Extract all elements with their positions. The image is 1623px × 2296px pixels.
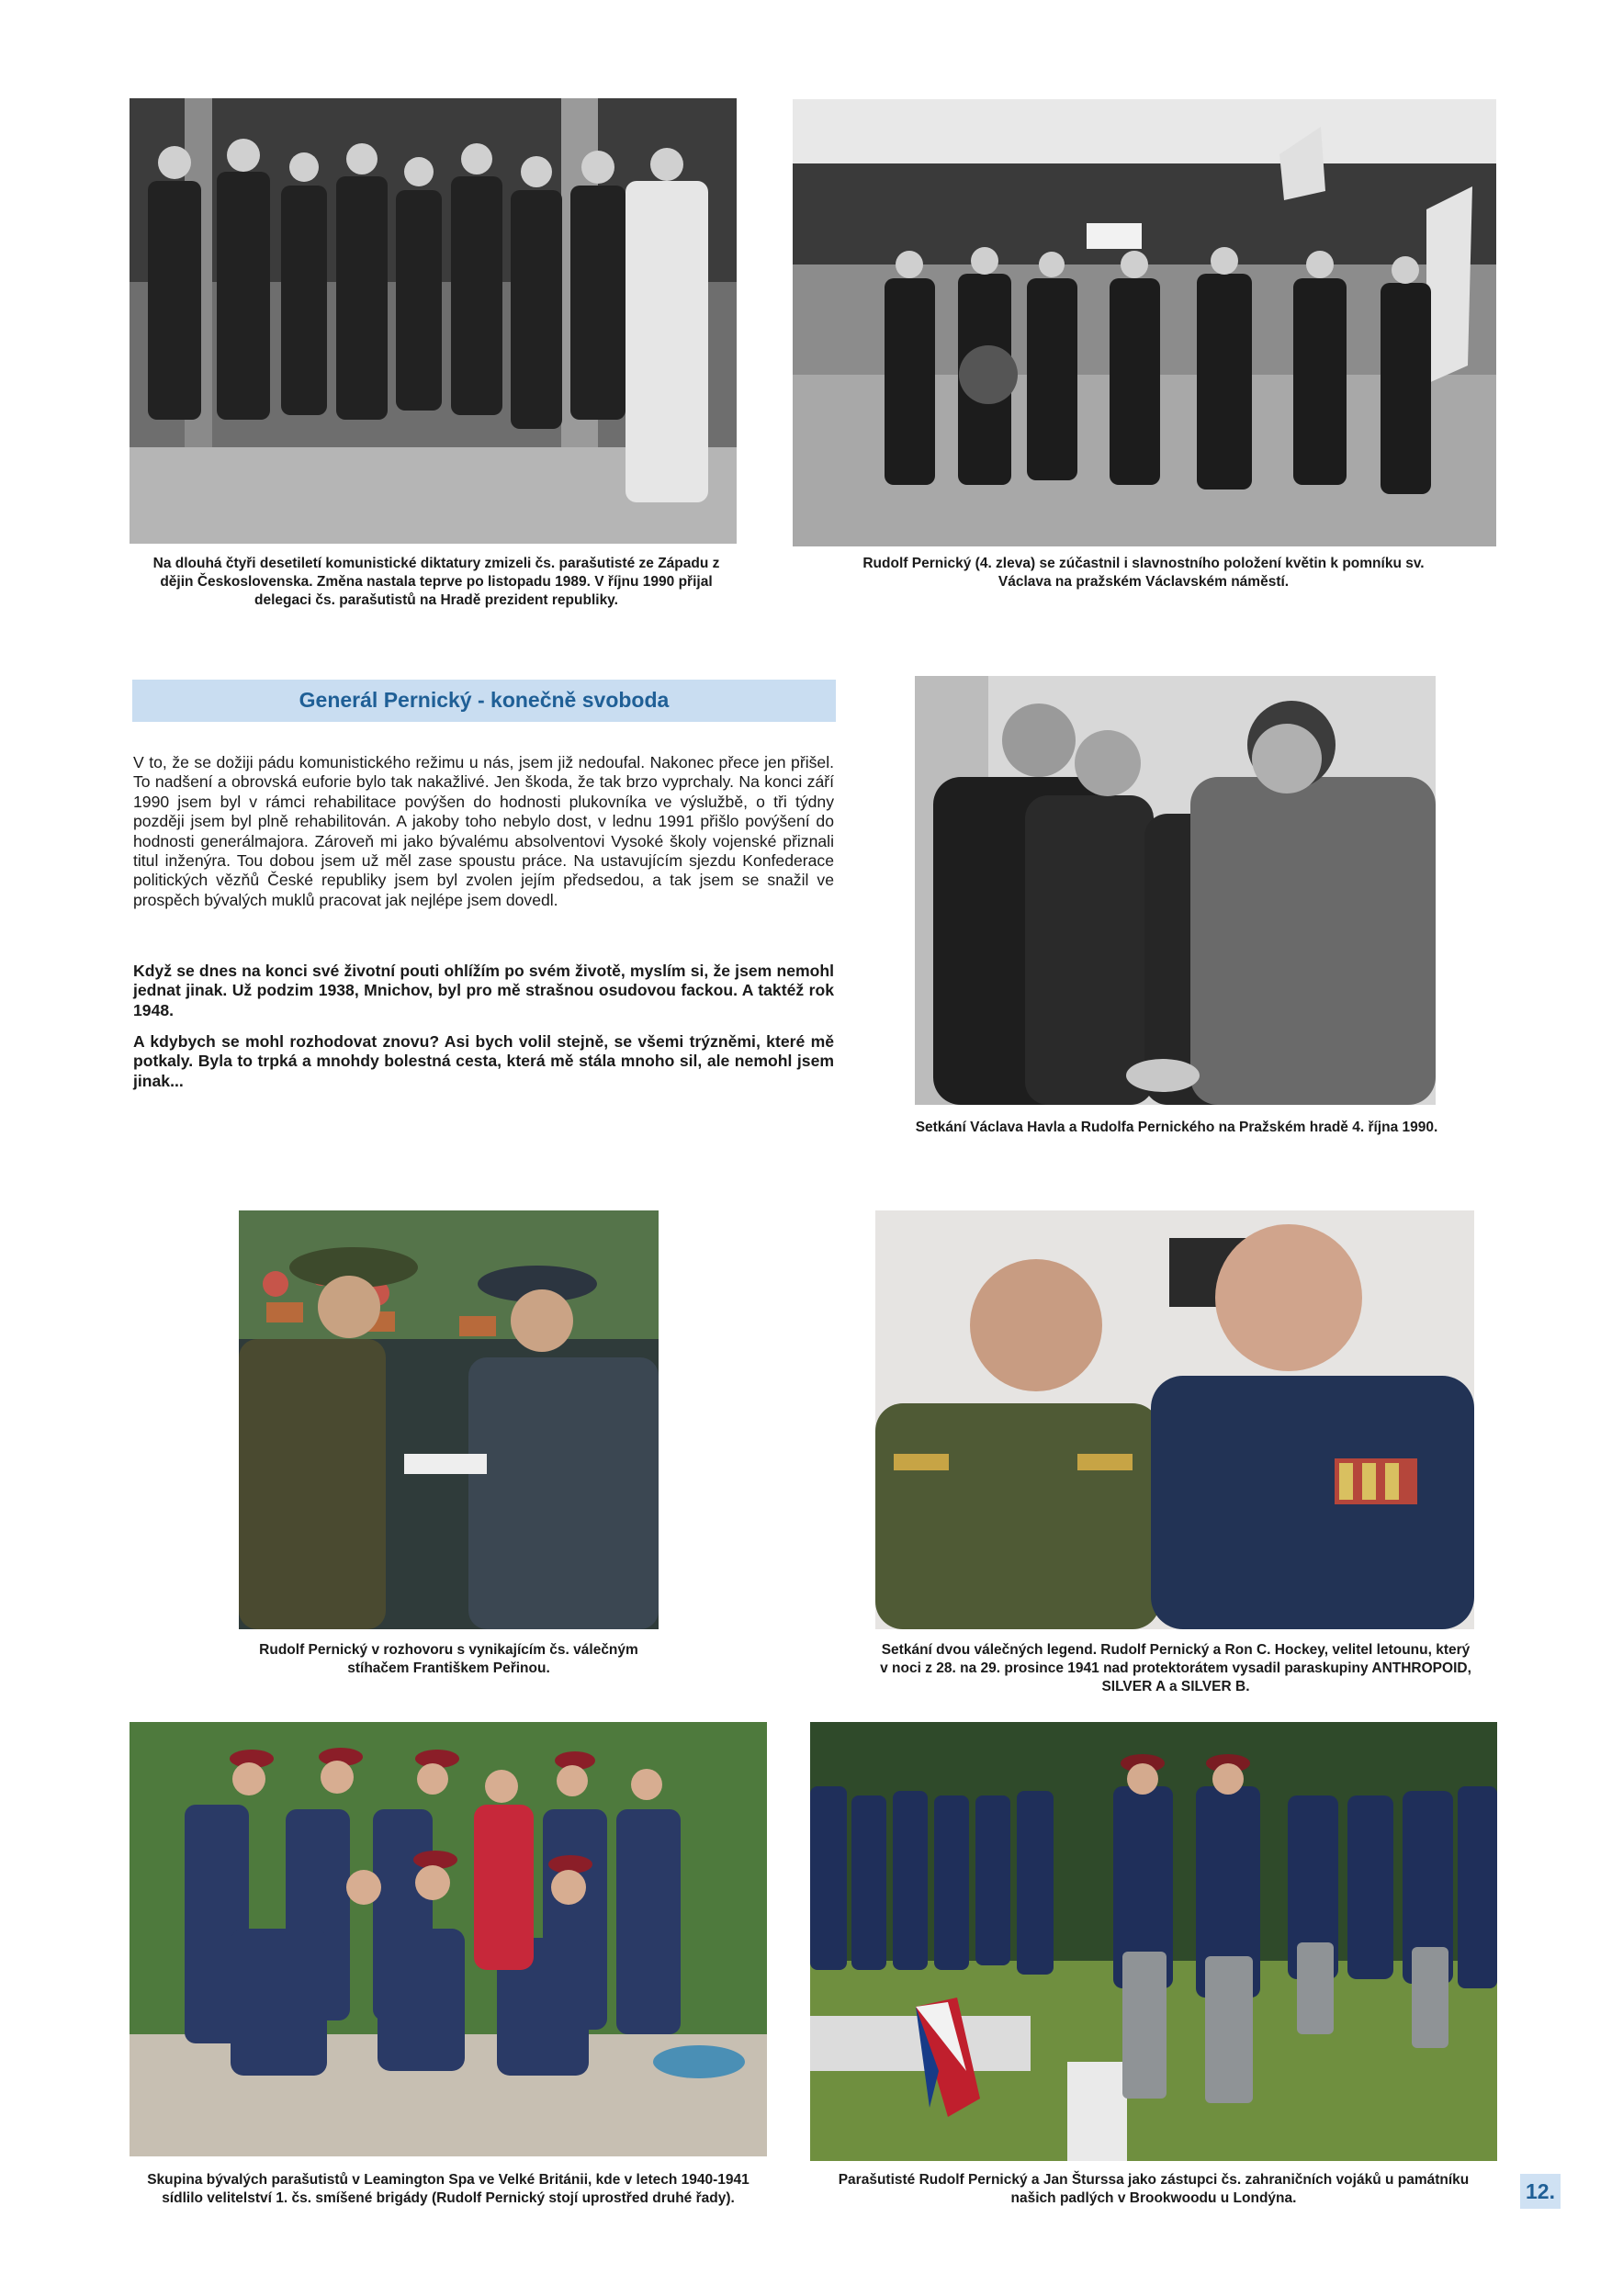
article-heading-bar bbox=[132, 680, 836, 722]
photo-leamington-group bbox=[130, 1722, 767, 2156]
article-heading: Generál Pernický - konečně svoboda bbox=[299, 688, 670, 712]
photo-delegation-at-castle bbox=[130, 98, 737, 544]
page-number: 12. bbox=[1520, 2174, 1561, 2209]
photo-4-caption: Rudolf Pernický v rozhovoru s vynikajícím čs. válečným stíhačem Františkem Peřinou. bbox=[259, 1642, 638, 1676]
photo-5-caption: Setkání dvou válečných legend. Rudolf Pernický a Ron C. Hockey, velitel letounu, který v noci z 28. na 29. prosince 1941 nad protektorátem vysadil paraskupiny ANTHROPOID, SILVER A a SILVER B. bbox=[880, 1642, 1471, 1694]
photo-wreath-laying bbox=[793, 99, 1496, 546]
article-paragraph-2: Když se dnes na konci své životní pouti ohlížím po svém životě, myslím si, že jsem nemohl jednat jinak. Už podzim 1938, Mnichov, byl pro mě strašnou osudovou fackou. A taktéž rok 1948. bbox=[133, 962, 834, 1019]
photo-hockey-meeting bbox=[875, 1210, 1474, 1629]
article-paragraph-3: A kdybych se mohl rozhodovat znovu? Asi bych volil stejně, se všemi trýzněmi, které mě potkaly. Byla to trpká a mnohdy bolestná cesta, která mě stála mnoho sil, ale nemohl jsem jinak... bbox=[133, 1032, 834, 1090]
article-paragraph-1: V to, že se dožiji pádu komunistického režimu u nás, jsem již nedoufal. Nakonec přece jen přišel. To nadšení a obrovská euforie bylo tak nakažlivé. Jen škoda, že tak brzo vyprchaly. Na konci září 1990 jsem byl v rámci rehabilitace povýšen do hodnosti plukovníka ve výslužbě, o tři týdny později jsem byl plně rehabilitován. A jakoby toho nebylo dost, v lednu 1991 přišlo povýšení do hodnosti generálmajora. Zároveň mi jako bývalému absolventovi Vysoké školy vojenské přiznali titul inženýra. Tou dobou jsem už měl zase spoustu práce. Na ustavujícím sjezdu Konfederace politických vězňů České republiky jsem byl zvolen jejím předsedou, a tak jsem se snažil ve prospěch bývalých muklů pracovat jak nejlépe jsem dovedl. bbox=[133, 753, 834, 909]
photo-3-caption: Setkání Václava Havla a Rudolfa Pernického na Pražském hradě 4. října 1990. bbox=[915, 1120, 1438, 1135]
photo-havel-handshake bbox=[915, 676, 1436, 1105]
photo-1-caption: Na dlouhá čtyři desetiletí komunistické diktatury zmizeli čs. parašutisté ze Západu z dějin Československa. Změna nastala teprve po listopadu 1989. V říjnu 1990 přijal delegaci čs. parašutistů na Hradě prezident republiky. bbox=[152, 556, 720, 608]
photo-perina-conversation bbox=[239, 1210, 659, 1629]
photo-6-caption: Skupina bývalých parašutistů v Leamington Spa ve Velké Británii, kde v letech 1940-1941 sídlilo velitelství 1. čs. smíšené brigády (Rudolf Pernický stojí uprostřed druhé řady). bbox=[147, 2172, 750, 2206]
photo-brookwood-memorial bbox=[810, 1722, 1497, 2161]
photo-7-caption: Parašutisté Rudolf Pernický a Jan Šturssa jako zástupci čs. zahraničních vojáků u památníku našich padlých v Brookwoodu u Londýna. bbox=[838, 2172, 1470, 2206]
photo-2-caption: Rudolf Pernický (4. zleva) se zúčastnil i slavnostního položení květin k pomníku sv. Václava na pražském Václavském náměstí. bbox=[862, 556, 1425, 590]
